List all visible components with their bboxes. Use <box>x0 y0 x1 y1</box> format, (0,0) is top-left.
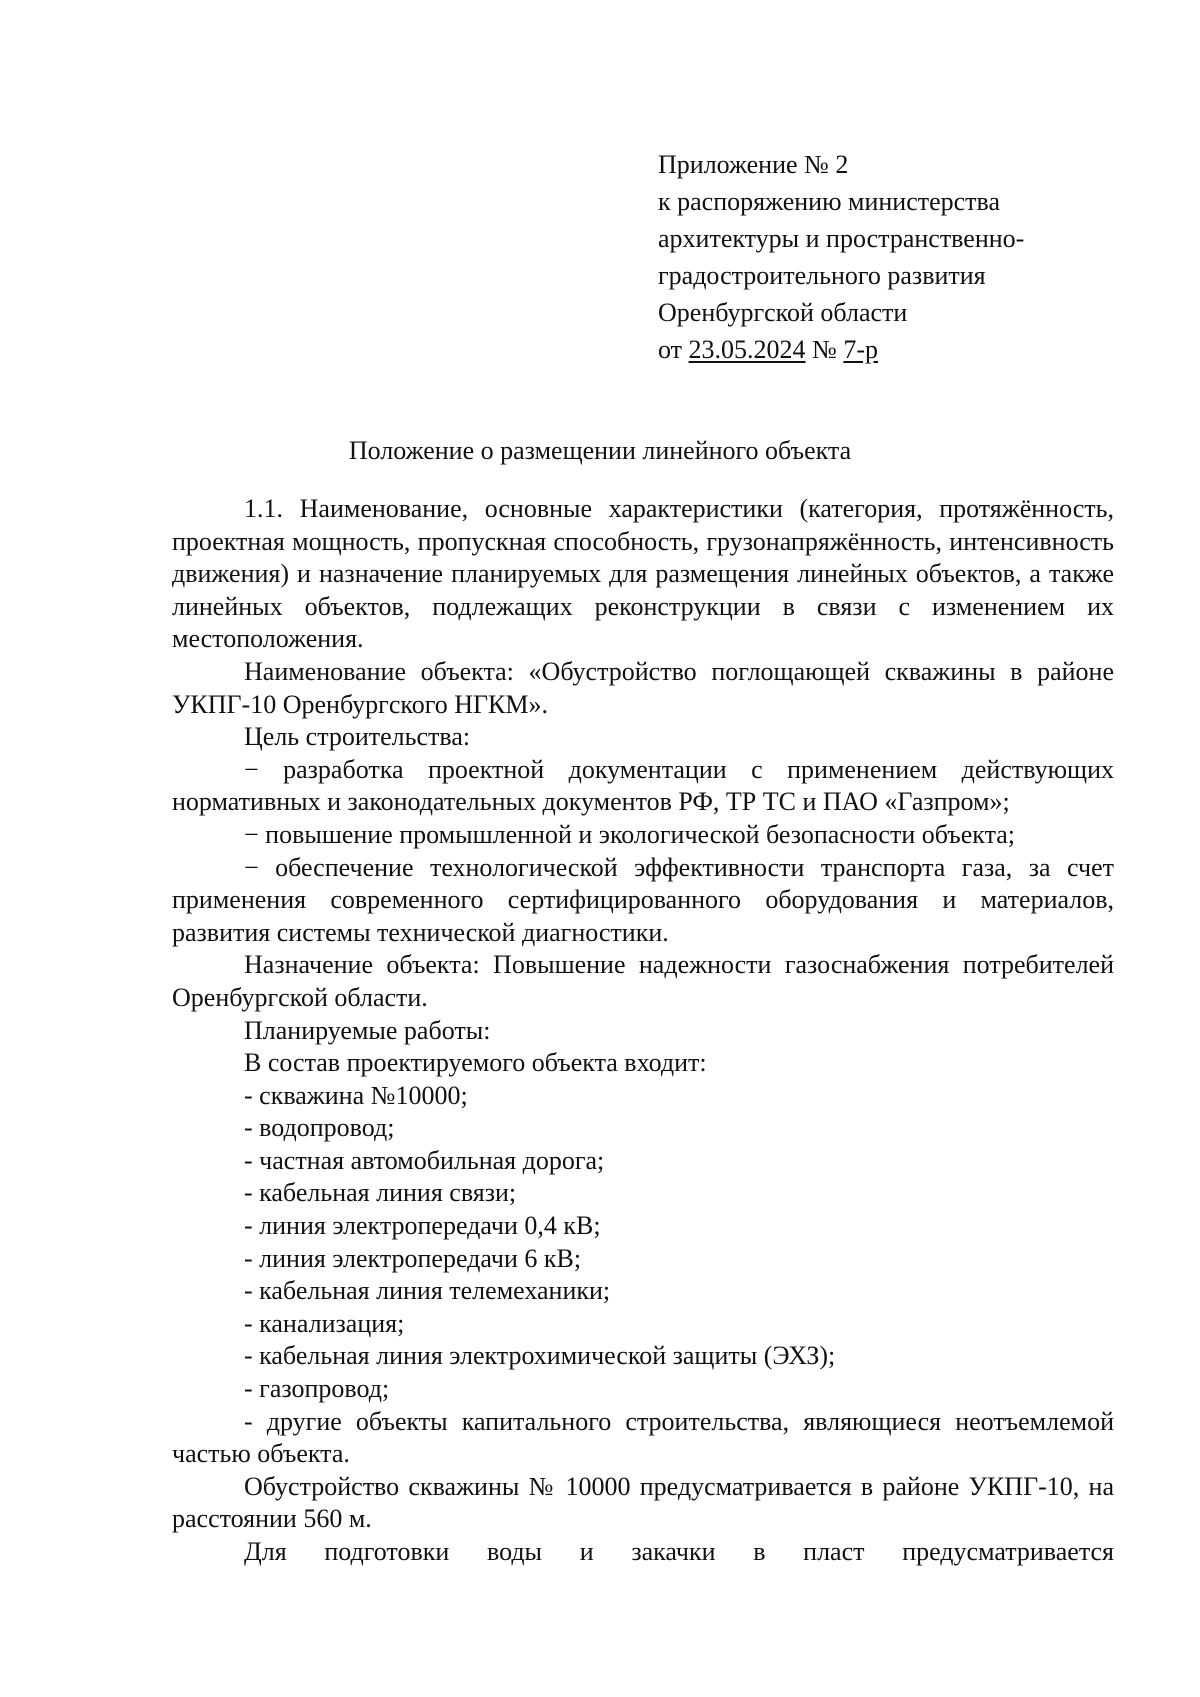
goal-item: − разработка проектной документации с применением действующих нормативных и законодательных документов РФ, ТР ТС и ПАО «Газпром»; <box>172 754 1114 817</box>
list-item: - газопровод; <box>244 1374 390 1404</box>
planned-works-heading: Планируемые работы: <box>244 1015 491 1045</box>
list-item: - канализация; <box>244 1308 405 1338</box>
attachment-line-3: архитектуры и пространственно- <box>658 224 1025 253</box>
object-purpose-paragraph: Назначение объекта: Повышение надежности газоснабжения потребителей Оренбургской области. <box>172 950 1114 1012</box>
attachment-line-2: к распоряжению министерства <box>658 187 1001 216</box>
document-body <box>172 493 1114 1569</box>
list-item: - частная автомобильная дорога; <box>244 1145 605 1175</box>
number-sign: № <box>812 335 837 364</box>
attachment-header <box>658 146 1158 368</box>
list-item: - другие объекты капитального строительства, являющиеся неотъемлемой частью объекта. <box>172 1406 1114 1469</box>
construction-goal-heading: Цель строительства: <box>244 722 471 752</box>
attachment-date-line <box>658 331 1158 368</box>
list-item: - линия электропередачи 6 кВ; <box>244 1243 582 1273</box>
document-title: Положение о размещении линейного объекта <box>348 436 852 465</box>
list-item: - кабельная линия телемеханики; <box>244 1276 611 1306</box>
list-item: - кабельная линия связи; <box>244 1178 517 1208</box>
attachment-line-5: Оренбургской области <box>658 298 908 327</box>
order-date: 23.05.2024 <box>688 335 806 364</box>
list-item: - скважина №10000; <box>244 1080 468 1110</box>
attachment-title: Приложение № 2 <box>658 150 849 179</box>
list-item: - водопровод; <box>244 1113 395 1143</box>
paragraph-1-1: 1.1. Наименование, основные характеристики (категория, протяжённость, проектная мощность, пропускная способность, грузонапряжённость, интенсивность движения) и назначение планируемых для размещения линейных объектов, а также линейных объектов, подлежащих реконструкции в связи с изменением их местоположения. <box>172 494 1114 654</box>
list-item: - кабельная линия электрохимической защиты (ЭХЗ); <box>244 1341 836 1371</box>
well-location-paragraph: Обустройство скважины № 10000 предусматривается в районе УКПГ-10, на расстоянии 560 м. <box>172 1471 1114 1534</box>
goal-item: − повышение промышленной и экологической безопасности объекта; <box>244 819 1016 849</box>
list-item: - линия электропередачи 0,4 кВ; <box>244 1211 601 1241</box>
water-preparation-paragraph: Для подготовки воды и закачки в пласт предусматривается <box>244 1537 1114 1566</box>
order-number: 7-р <box>843 335 879 364</box>
object-name-paragraph: Наименование объекта: «Обустройство поглощающей скважины в районе УКПГ-10 Оренбургского НГКМ». <box>172 656 1114 719</box>
goal-item: − обеспечение технологической эффективности транспорта газа, за счет применения современного сертифицированного оборудования и материалов, развития системы технической диагностики. <box>172 852 1114 947</box>
date-prefix: от <box>658 335 683 364</box>
object-composition-heading: В состав проектируемого объекта входит: <box>244 1048 707 1078</box>
attachment-line-4: градостроительного развития <box>658 261 986 290</box>
